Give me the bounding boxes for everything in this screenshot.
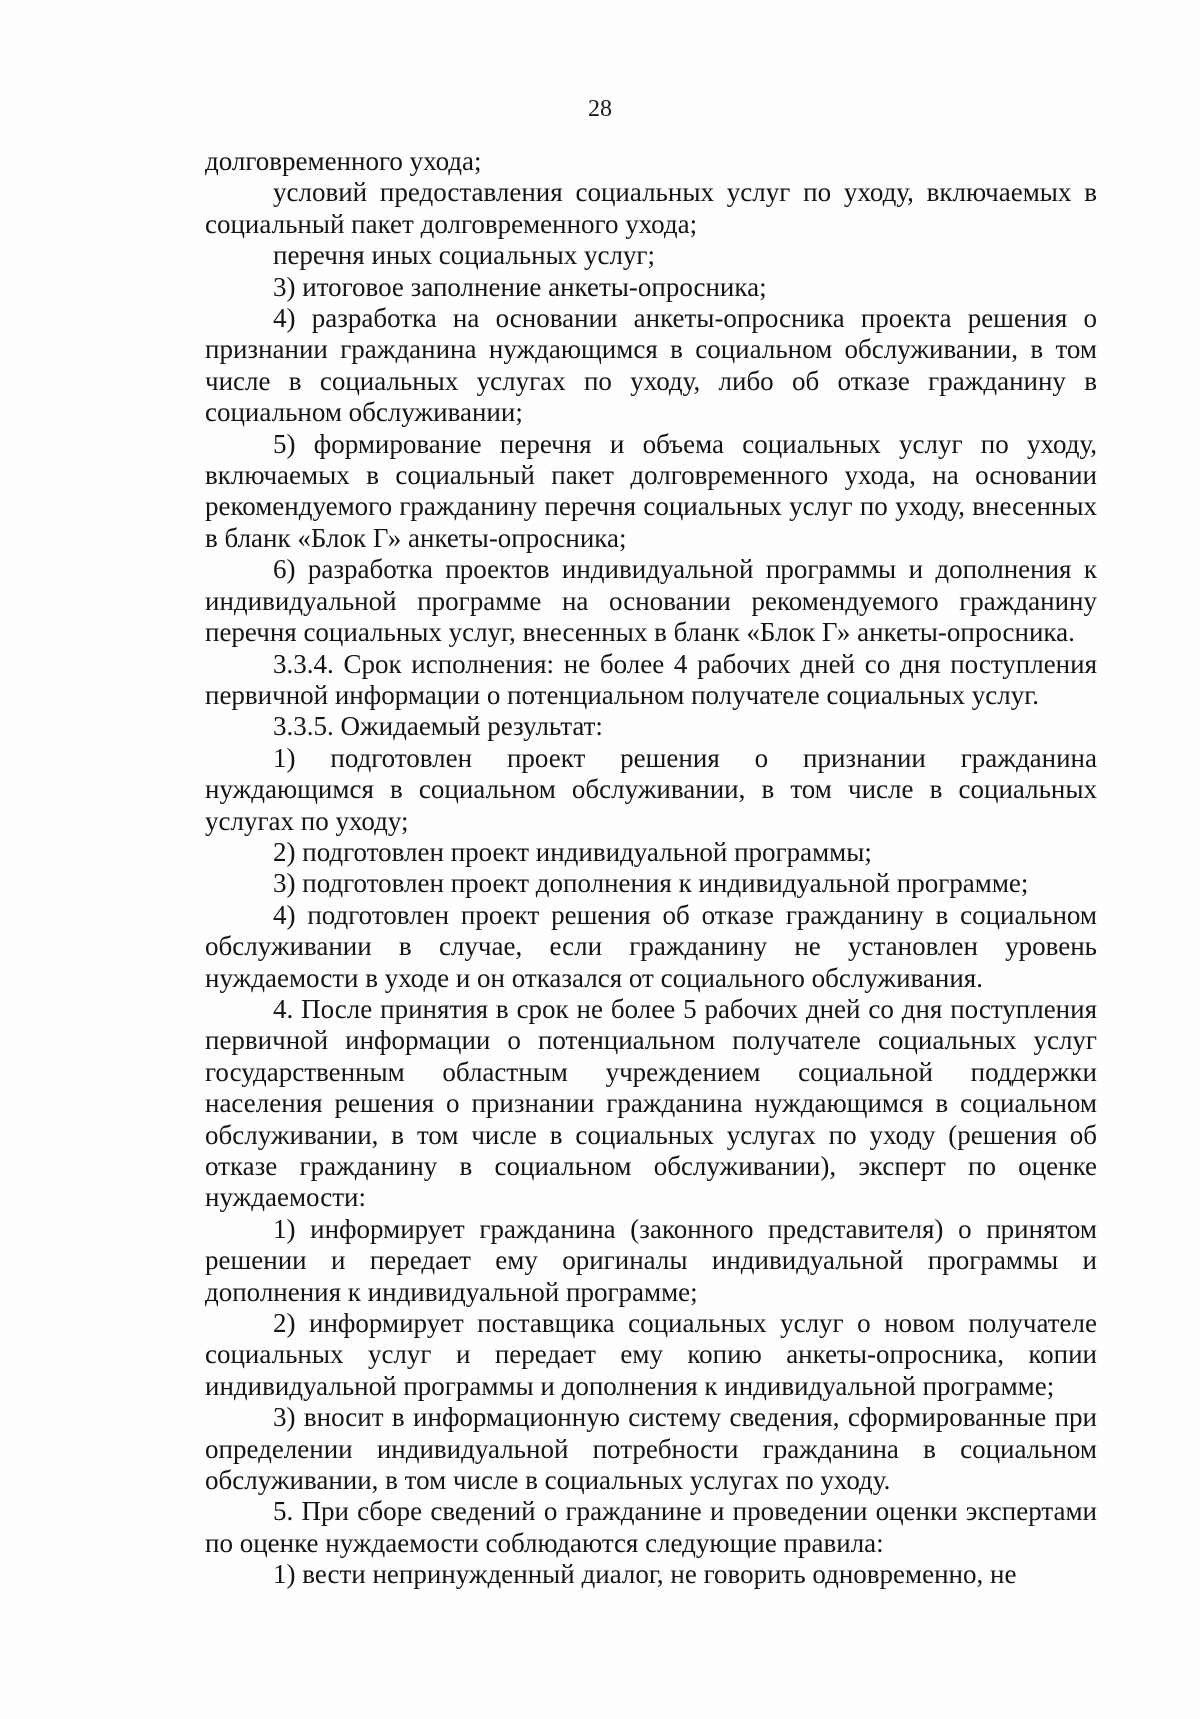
paragraph: 2) информирует поставщика социальных услуг о новом получателе социальных услуг и передает ему копию анкеты-опросника, копии индивидуальной программы и дополнения к индивидуальной программе;: [205, 1308, 1097, 1401]
paragraph: перечня иных социальных услуг;: [273, 240, 655, 271]
paragraph: 4) подготовлен проект решения об отказе гражданину в социальном обслуживании в случае, если гражданину не установлен уровень нуждаемости в уходе и он отказался от социального обслуживания.: [205, 899, 1097, 993]
paragraph: 5. При сборе сведений о гражданине и проведении оценки экспертами по оценке нуждаемости соблюдаются следующие правила:: [205, 1496, 1097, 1558]
paragraph: условий предоставления социальных услуг по уходу, включаемых в социальный пакет долговременного ухода;: [205, 177, 1097, 239]
page-number: 28: [588, 96, 612, 122]
paragraph: 3) итоговое заполнение анкеты-опросника;: [273, 271, 767, 302]
paragraph: 3.3.4. Срок исполнения: не более 4 рабочих дней со дня поступления первичной информации о потенциальном получателе социальных услуг.: [205, 648, 1097, 710]
paragraph: 4) разработка на основании анкеты-опросника проекта решения о признании гражданина нуждающимся в социальном обслуживании, в том числе в социальных услугах по уходу, либо об отказе гражданину в социальном обслуживании;: [205, 303, 1097, 428]
paragraph: 3) вносит в информационную систему сведения, сформированные при определении индивидуальной потребности гражданина в социальном обслуживании, в том числе в социальных услугах по уходу.: [205, 1402, 1097, 1496]
paragraph: 1) информирует гражданина (законного представителя) о принятом решении и передает ему оригиналы индивидуальной программы и дополнения к индивидуальной программе;: [205, 1213, 1097, 1307]
paragraph: 3.3.5. Ожидаемый результат:: [273, 711, 603, 742]
paragraph: 1) вести непринужденный диалог, не говорить одновременно, не: [273, 1559, 1017, 1590]
paragraph: долговременного ухода;: [205, 146, 482, 176]
paragraph: 3) подготовлен проект дополнения к индивидуальной программе;: [273, 868, 1029, 899]
paragraph: 2) подготовлен проект индивидуальной программы;: [273, 836, 872, 867]
paragraph: 4. После принятия в срок не более 5 рабочих дней со дня поступления первичной информации о потенциальном получателе социальных услуг государственным областным учреждением социальной поддержки населения решения о признании гражданина нуждающимся в социальном обслуживании, в том числе в социальных услугах по уходу (решения об отказе гражданину в социальном обслуживании), эксперт по оценке нуждаемости:: [205, 993, 1097, 1213]
document-body: [205, 146, 1097, 1591]
paragraph: 1) подготовлен проект решения о признании гражданина нуждающимся в социальном обслуживании, в том числе в социальных услугах по уходу;: [205, 742, 1097, 836]
paragraph: 5) формирование перечня и объема социальных услуг по уходу, включаемых в социальный пакет долговременного ухода, на основании рекомендуемого гражданину перечня социальных услуг по уходу, внесенных в бланк «Блок Г» анкеты-опросника;: [205, 428, 1097, 553]
paragraph: 6) разработка проектов индивидуальной программы и дополнения к индивидуальной программе на основании рекомендуемого гражданину перечня социальных услуг, внесенных в бланк «Блок Г» анкеты-опросника.: [205, 554, 1097, 648]
